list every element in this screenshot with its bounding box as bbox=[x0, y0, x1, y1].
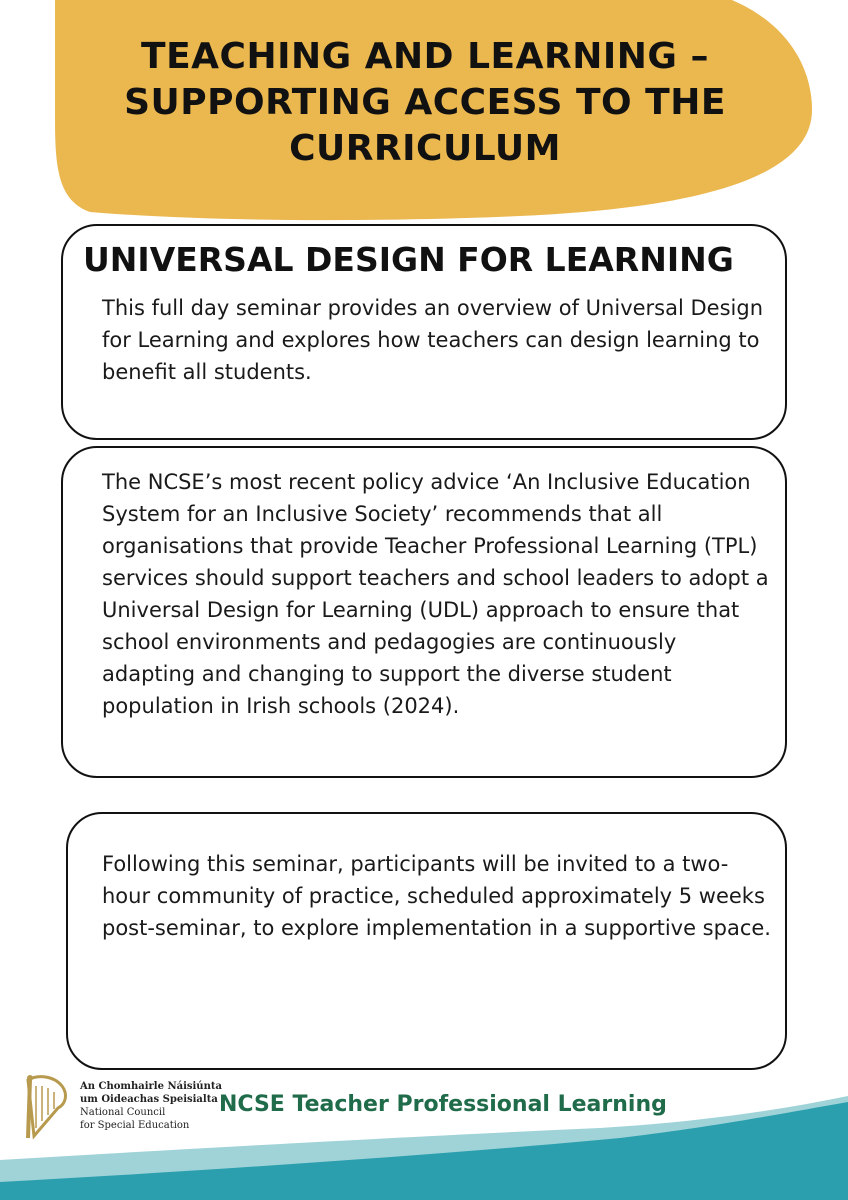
policy-advice-card bbox=[61, 446, 787, 778]
card-heading: UNIVERSAL DESIGN FOR LEARNING bbox=[83, 240, 734, 279]
logo-line-irish-2: um Oideachas Speisialta bbox=[80, 1094, 218, 1105]
logo-line-english-1: National Council bbox=[80, 1107, 166, 1118]
ncse-logo-text bbox=[80, 1080, 222, 1132]
logo-line-english-2: for Special Education bbox=[80, 1120, 190, 1131]
udl-overview-card bbox=[61, 224, 787, 440]
card-text: This full day seminar provides an overview of Universal Design for Learning and explores how teachers can design learning to benefit all students. bbox=[102, 296, 764, 384]
card-text: Following this seminar, participants will be invited to a two-hour community of practice, scheduled approximately 5 weeks post-seminar, to explore implementation in a supportive space. bbox=[102, 852, 771, 940]
harp-icon bbox=[18, 1072, 74, 1144]
logo-line-irish-1: An Chomhairle Náisiúnta bbox=[80, 1081, 222, 1092]
community-of-practice-card bbox=[66, 812, 787, 1070]
card-text: The NCSE’s most recent policy advice ‘An Inclusive Education System for an Inclusive Society’ recommends that all organisations that provide Teacher Professional Learning (TPL) services should support teachers and school leaders to adopt a Universal Design for Learning (UDL) approach to ensure that school environments and pedagogies are continuously adapting and changing to support the diverse student population in Irish schools (2024). bbox=[102, 470, 769, 718]
page-title: TEACHING AND LEARNING – SUPPORTING ACCESS TO THE CURRICULUM bbox=[124, 36, 726, 169]
footer-title: NCSE Teacher Professional Learning bbox=[219, 1092, 667, 1117]
